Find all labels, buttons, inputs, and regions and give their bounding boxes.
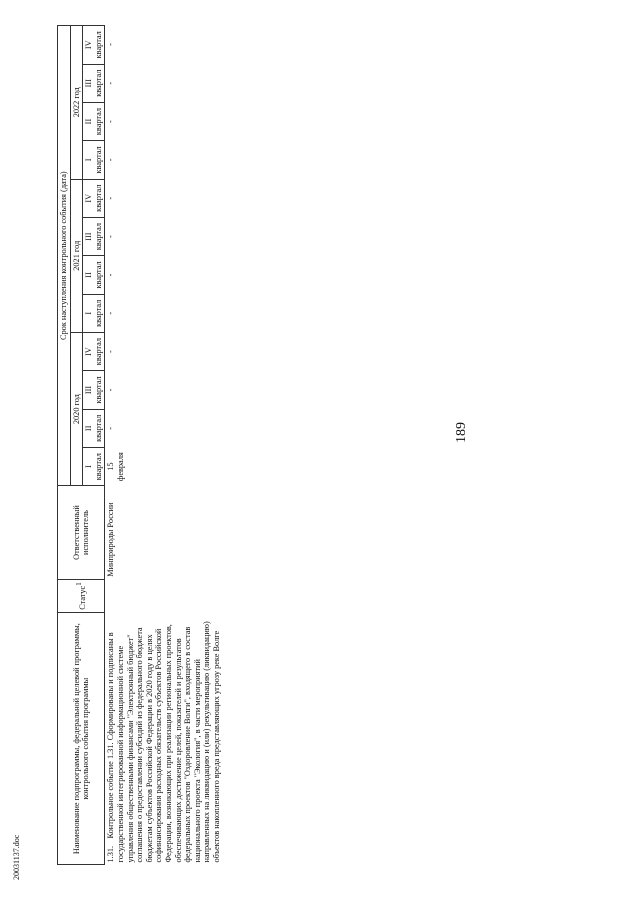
- quarter-value-cell: -: [106, 81, 116, 85]
- header-responsible: Ответственный исполнитель: [58, 486, 105, 579]
- header-quarter: II квартал: [83, 409, 105, 447]
- quarter-value-cell: -: [106, 43, 116, 46]
- quarter-value-cell: -: [106, 388, 116, 392]
- header-quarter: I квартал: [83, 141, 105, 179]
- header-quarter: I квартал: [83, 447, 105, 485]
- quarter-value-cell: -: [106, 120, 116, 123]
- quarter-value-cell: -: [106, 196, 116, 200]
- header-name: Наименование подпрограммы, федеральной целевой программы, контрольного события программы: [58, 613, 105, 865]
- header-status: Статус$^1$: [58, 579, 105, 613]
- row-responsible-cell: Минприроды России: [106, 502, 116, 577]
- header-deadline: Срок наступления контрольного события (дата): [58, 26, 71, 486]
- header-quarter: III квартал: [83, 64, 105, 102]
- quarter-value-cell: -: [106, 426, 116, 430]
- control-events-table: [57, 25, 223, 865]
- quarter-value-cell: -: [106, 350, 116, 353]
- header-quarter: II квартал: [83, 102, 105, 140]
- header-year-2021: 2021 год: [70, 179, 83, 332]
- header-year-2022: 2022 год: [70, 26, 83, 180]
- header-quarter: IV квартал: [83, 179, 105, 217]
- header-quarter: I квартал: [83, 294, 105, 332]
- header-quarter: II квартал: [83, 256, 105, 294]
- row-name-cell: 1.31.Контрольное событие 1.31. Сформированы и подписаны в государственной интегрированной информационной системе управления общественными финансами "Электронный бюджет" соглашения о предоставлении субсидий из федерального бюджета бюджетам субъектов Российской Федерации в 2020 году в целях софинансирования расходных обязательств субъектов Российской Федерации, возникающих при реализации региональных проектов, обеспечивающих достижение целей, показателей и результатов федеральных проектов "Оздоровление Волги", входящего в состав национального проекта "Экология", в части мероприятий направленных на ликвидацию и (или) рекультивацию (ликвидацию) объектов накопленного вреда представляющих угрозу реке Волге: [106, 621, 221, 863]
- document-filename: 20031137.doc: [12, 834, 21, 880]
- quarter-value-cell: -: [106, 158, 116, 162]
- quarter-value-cell: -: [106, 311, 116, 315]
- rotated-table-container: [57, 25, 617, 865]
- quarter-value-cell: -: [106, 273, 116, 277]
- header-quarter: III квартал: [83, 371, 105, 409]
- table-row: [105, 26, 223, 865]
- row-status-cell: [105, 579, 223, 613]
- header-quarter: III квартал: [83, 217, 105, 255]
- page-number: 189: [454, 422, 469, 443]
- header-quarter: IV квартал: [83, 332, 105, 370]
- header-quarter: IV квартал: [83, 26, 105, 65]
- header-year-2020: 2020 год: [70, 332, 83, 485]
- quarter-value-cell: 15 февраля: [106, 452, 125, 482]
- quarter-value-cell: -: [106, 235, 116, 238]
